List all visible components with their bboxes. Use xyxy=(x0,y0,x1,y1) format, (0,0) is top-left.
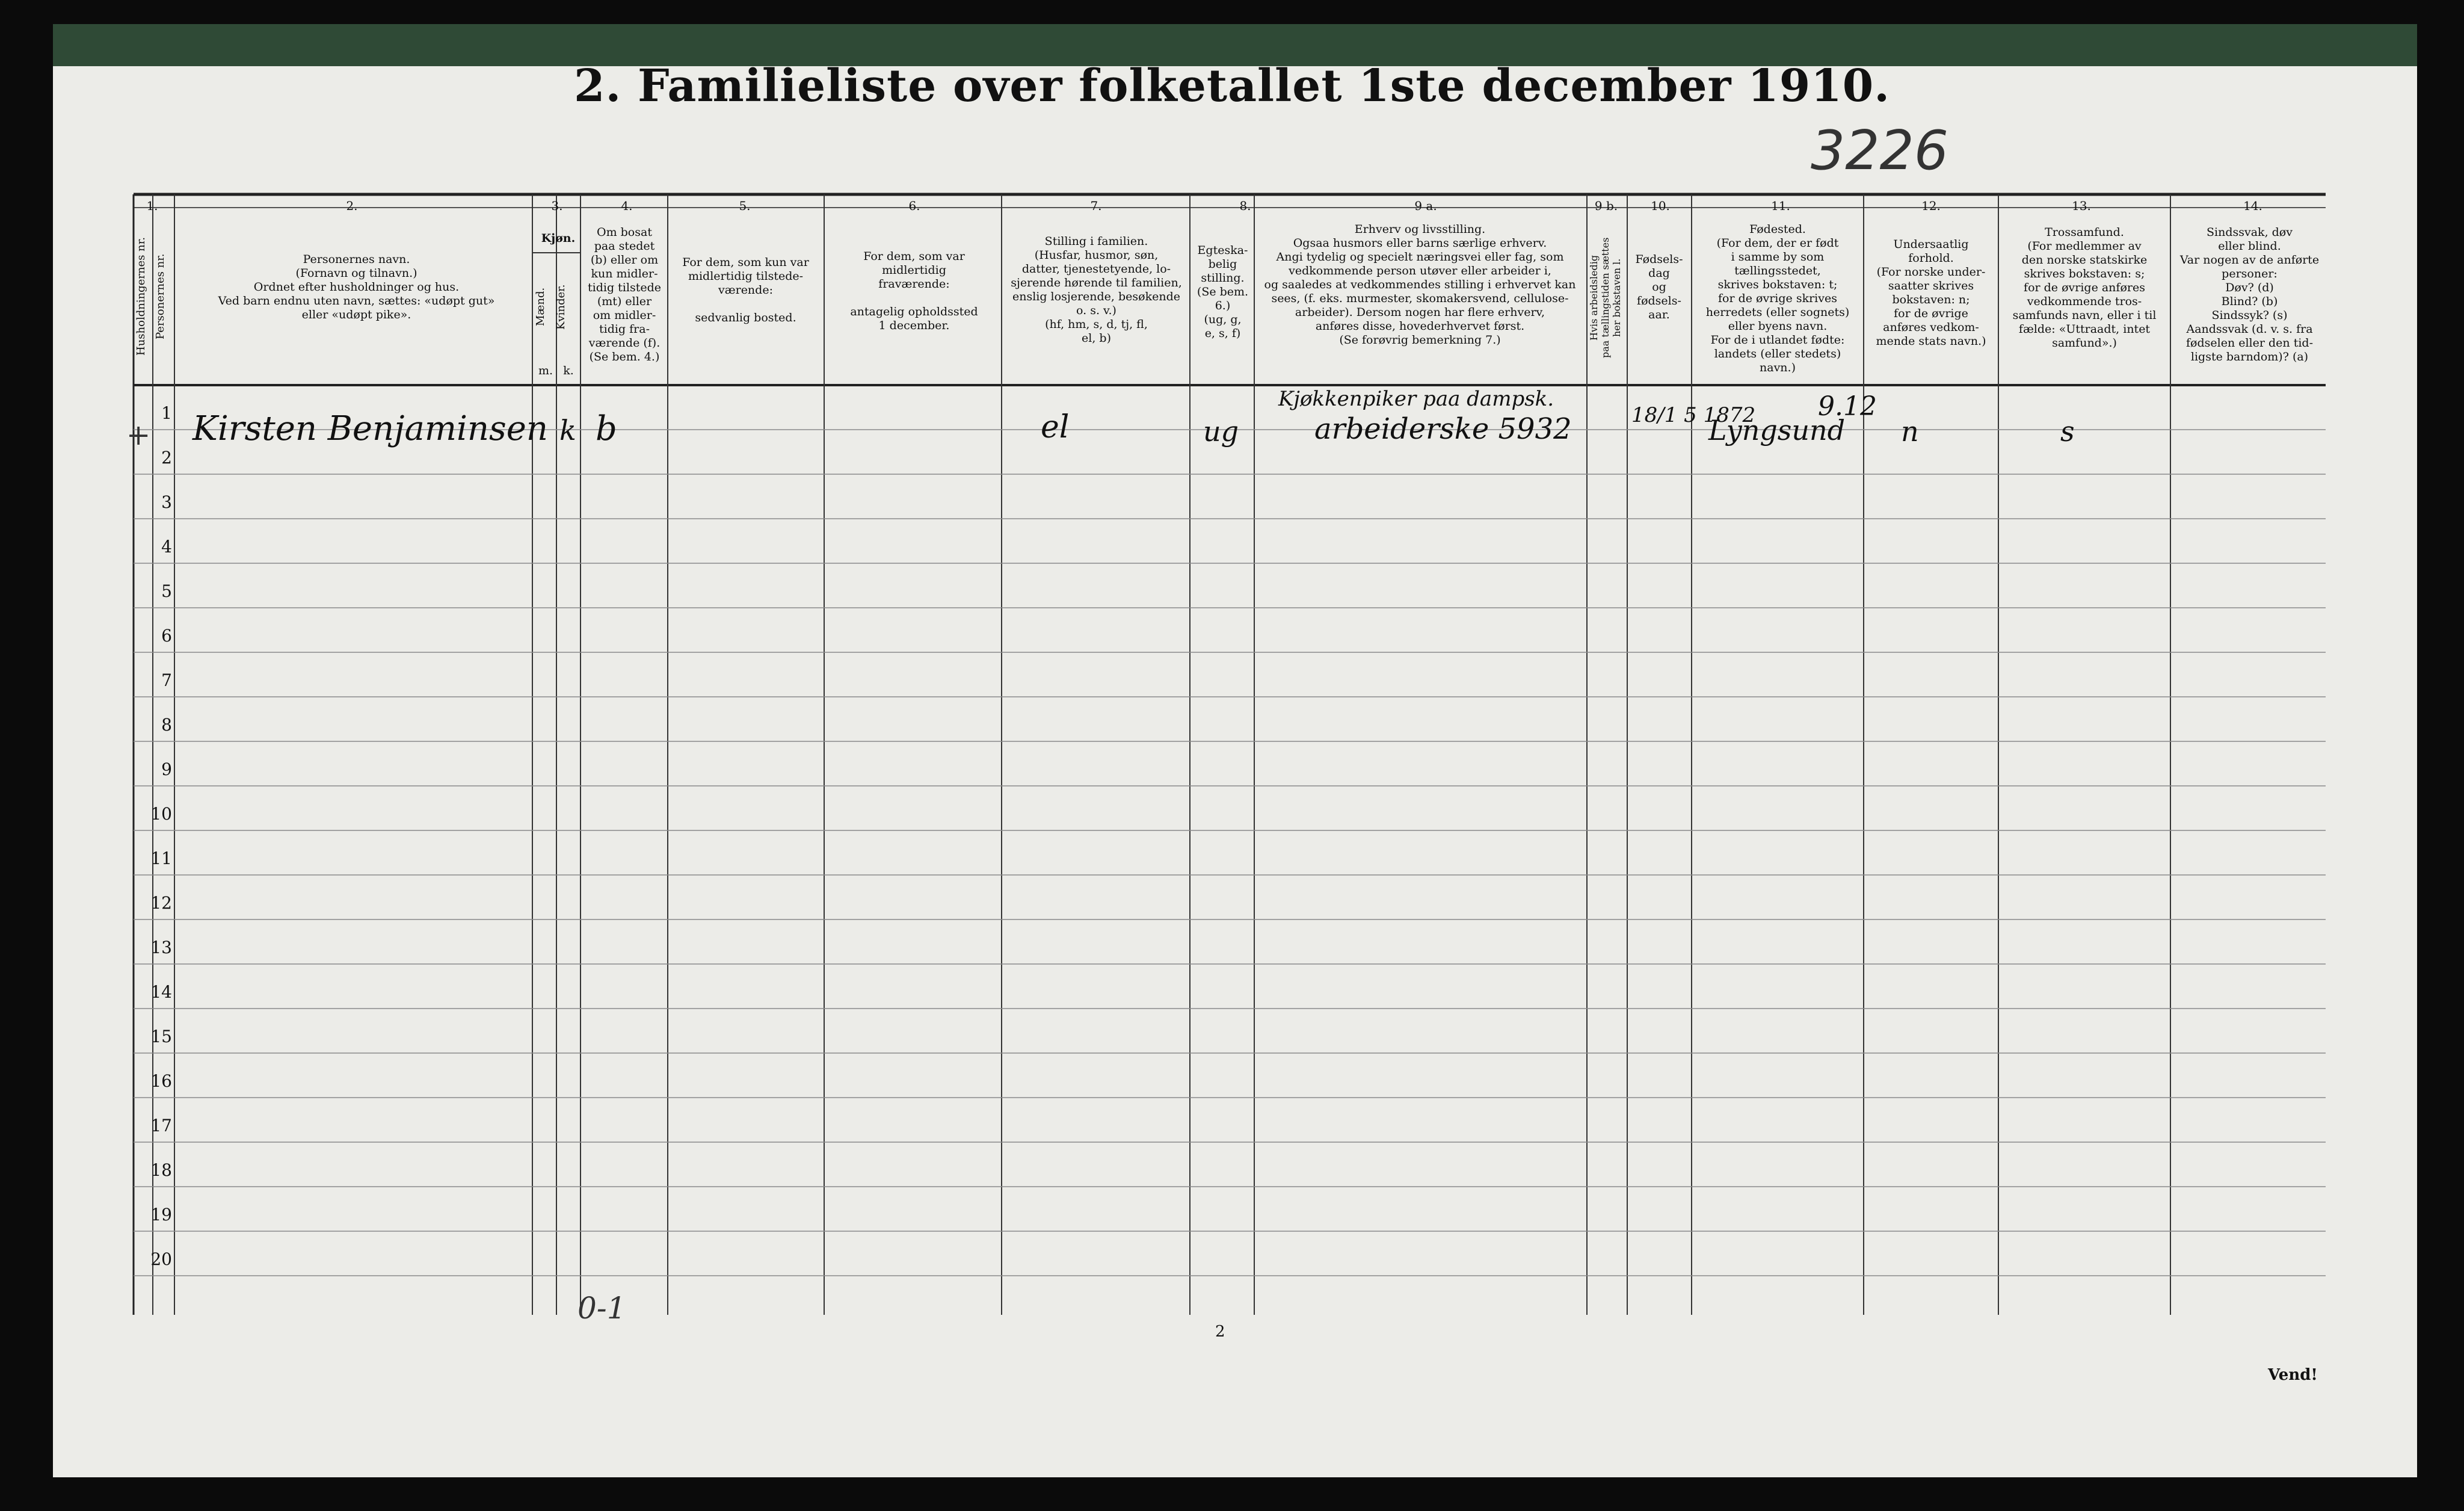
colnum-9b: 9 b. xyxy=(1594,199,1618,213)
header-name: Personernes navn. (Fornavn og tilnavn.) Ordnet efter husholdninger og hus. Ved barn endnu uten navn, sættes: «udøpt gut» eller «udøpt pike». xyxy=(218,253,495,321)
row-number: 9 xyxy=(161,759,172,779)
entry-occupation-2: arbeiderske 5932 xyxy=(1314,412,1572,446)
row-number: 1 xyxy=(161,403,172,423)
header-birthplace: Fødested. (For dem, der er født i samme by som tællingsstedet, skrives bokstaven: t; for de øvrige skrives herredets (eller sognets) eller byens navn. For de i utlandet fødte: landets (eller stedets) navn.) xyxy=(1705,223,1850,374)
entry-birthplace: Lyngsund xyxy=(1708,414,1846,447)
header-person-nr: Personernes nr. xyxy=(154,253,167,339)
header-religion: Trossamfund. (For medlemmer av den norske statskirke skrives bokstaven: s; for de øvrige anføres vedkommende tros- samfunds navn, eller i til fælde: «Uttraadt, intet samfund».) xyxy=(2012,226,2157,350)
colnum-1: 1. xyxy=(146,199,158,213)
row-number: 19 xyxy=(150,1205,172,1225)
header-family-position: Stilling i familien. (Husfar, husmor, søn, datter, tjenestetyende, lo- sjerende hørende til familien, enslig losjerende, besøkende o. s. v.) (hf, hm, s, d, tj, fl, el, b) xyxy=(1011,235,1182,345)
row-number: 7 xyxy=(161,670,172,690)
header-sex: Kjøn. xyxy=(541,232,576,245)
colnum-3: 3. xyxy=(551,199,563,213)
entry-birthdate: 18/1 5 1872 xyxy=(1631,403,1756,427)
row-number: 8 xyxy=(161,715,172,735)
header-marital: Egteska- belig stilling. (Se bem. 6.) (ug, g, e, s, f) xyxy=(1197,244,1249,340)
row-number: 10 xyxy=(150,804,172,824)
entry-residence: b xyxy=(596,409,617,448)
header-sex-women: Kvinder. xyxy=(555,284,567,330)
colnum-12: 12. xyxy=(1921,199,1941,213)
colnum-9a: 9 a. xyxy=(1414,199,1437,213)
colnum-5: 5. xyxy=(739,199,751,213)
entry-religion: s xyxy=(2060,415,2075,448)
header-temp-present: For dem, som kun var midlertidig tilstede- værende: sedvanlig bosted. xyxy=(682,256,809,324)
header-birthdate: Fødsels- dag og fødsels- aar. xyxy=(1635,253,1683,321)
colnum-2: 2. xyxy=(346,199,358,213)
entry-occupation-1: Kjøkkenpiker paa dampsk. xyxy=(1278,387,1554,411)
header-disability: Sindssvak, døv eller blind. Var nogen av de anførte personer: Døv? (d) Blind? (b) Sindssyk? (s) Aandssvak (d. v. s. fra fødselen eller den tid- ligste barndom)? (a) xyxy=(2179,226,2320,363)
row-number: 18 xyxy=(150,1160,172,1180)
entry-family-position: el xyxy=(1041,409,1070,445)
colnum-13: 13. xyxy=(2072,199,2091,213)
row-number: 6 xyxy=(161,626,172,646)
margin-cross-mark: + xyxy=(126,418,151,452)
row-number: 2 xyxy=(161,448,172,468)
colnum-4: 4. xyxy=(621,199,633,213)
row-number: 17 xyxy=(150,1116,172,1136)
row-number: 3 xyxy=(161,492,172,512)
row-number: 5 xyxy=(161,581,172,601)
page-number: 2 xyxy=(1215,1323,1225,1341)
row-number: 14 xyxy=(150,982,172,1002)
header-residence: Om bosat paa stedet (b) eller om kun midler- tidig tilstede (mt) eller om midler- tidig fra- værende (f). (Se bem. 4.) xyxy=(588,226,661,363)
handwritten-bottom-mark: 0-1 xyxy=(578,1291,626,1326)
header-unemployed: Hvis arbeidsledig paa tællingstiden sættes her bokstaven l. xyxy=(1588,237,1622,359)
colnum-7: 7. xyxy=(1090,199,1102,213)
entry-birthplace-code: 9.12 xyxy=(1818,391,1877,422)
header-sex-m: m. xyxy=(538,364,553,377)
row-lines xyxy=(134,430,2326,1276)
header-occupation: Erhverv og livsstilling. Ogsaa husmors eller barns særlige erhverv. Angi tydelig og specielt næringsvei eller fag, som vedkommende person utøver eller arbeider i, og saaledes at vedkommendes stilling i erhvervet kan sees, (f. eks. murmester, skomakersvend, cellulose- arbeider). Dersom nogen har flere erhverv, anføres disse, hovederhvervet først. (Se forøvrig bemerkning 7.) xyxy=(1264,223,1576,347)
entry-citizenship: n xyxy=(1901,415,1919,448)
row-number: 13 xyxy=(150,938,172,957)
turn-over-note: Vend! xyxy=(2268,1366,2318,1384)
entry-sex: k xyxy=(559,414,576,447)
row-number: 11 xyxy=(150,848,172,868)
row-number: 20 xyxy=(150,1249,172,1269)
header-household-nr: Husholdningernes nr. xyxy=(135,236,147,356)
entry-name: Kirsten Benjaminsen xyxy=(192,409,548,448)
row-number: 16 xyxy=(150,1071,172,1091)
row-number: 12 xyxy=(150,893,172,913)
colnum-10: 10. xyxy=(1651,199,1670,213)
header-temp-absent: For dem, som var midlertidig fraværende: antagelig opholdssted 1 december. xyxy=(850,250,978,332)
row-number: 15 xyxy=(150,1027,172,1046)
colnum-6: 6. xyxy=(908,199,920,213)
colnum-14: 14. xyxy=(2243,199,2262,213)
header-sex-men: Mænd. xyxy=(534,287,547,327)
colnum-11: 11. xyxy=(1771,199,1790,213)
entry-marital: ug xyxy=(1203,415,1239,448)
row-number: 4 xyxy=(161,537,172,557)
column-dividers xyxy=(153,194,2170,1315)
form-title: 2. Familieliste over folketallet 1ste december 1910. xyxy=(573,60,1891,112)
handwritten-form-number: 3226 xyxy=(1811,119,1949,182)
header-citizenship: Undersaatlig forhold. (For norske under- saatter skrives bokstaven: n; for de øvrige anføres vedkom- mende stats navn.) xyxy=(1876,238,1986,348)
colnum-8: 8. xyxy=(1239,199,1251,213)
header-sex-k: k. xyxy=(563,364,574,377)
